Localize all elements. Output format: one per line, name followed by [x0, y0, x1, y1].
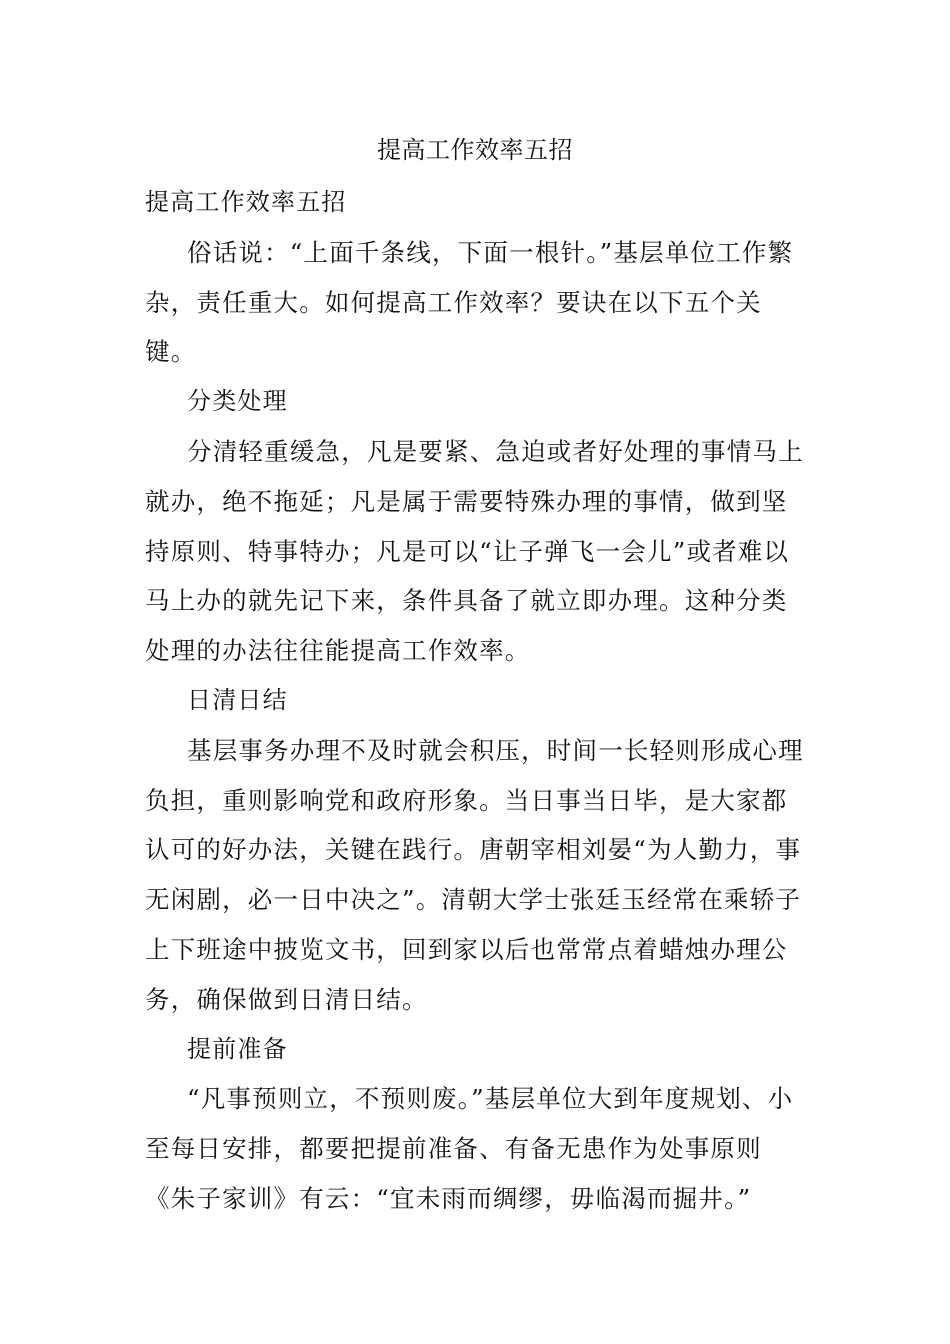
section-paragraph-classify: 分清轻重缓急，凡是要紧、急迫或者好处理的事情马上就办，绝不拖延；凡是属于需要特殊办理的事情，做到坚持原则、特事特办；凡是可以“让子弹飞一会儿”或者难以马上办的就先记下来，条件具备了就立即办理。这种分类处理的办法往往能提高工作效率。: [145, 436, 804, 666]
section-heading-classify: 分类处理: [187, 387, 288, 416]
intro-paragraph: 俗话说：“上面千条线，下面一根针。”基层单位工作繁杂，责任重大。如何提高工作效率？要诀在以下五个关键。: [145, 237, 794, 367]
document-title: 提高工作效率五招: [377, 136, 573, 164]
document-subtitle: 提高工作效率五招: [145, 188, 347, 216]
section-heading-prepare: 提前准备: [187, 1034, 288, 1063]
section-heading-daily-clear: 日清日结: [187, 685, 288, 714]
section-paragraph-prepare: “凡事预则立，不预则废。”基层单位大到年度规划、小至每日安排，都要把提前准备、有备无患作为处事原则《朱子家训》有云：“宜未雨而绸缪，毋临渴而掘井。”: [145, 1084, 794, 1213]
document-body: [145, 178, 807, 1224]
section-paragraph-daily-clear: 基层事务办理不及时就会积压，时间一长轻则形成心理负担，重则影响党和政府形象。当日事当日毕，是大家都认可的好办法，关键在践行。唐朝宰相刘晏“为人勤力，事无闲剧，必一日中决之”。清朝大学士张廷玉经常在乘轿子上下班途中披览文书，回到家以后也常常点着蜡烛办理公务，确保做到日清日结。: [145, 735, 804, 1014]
